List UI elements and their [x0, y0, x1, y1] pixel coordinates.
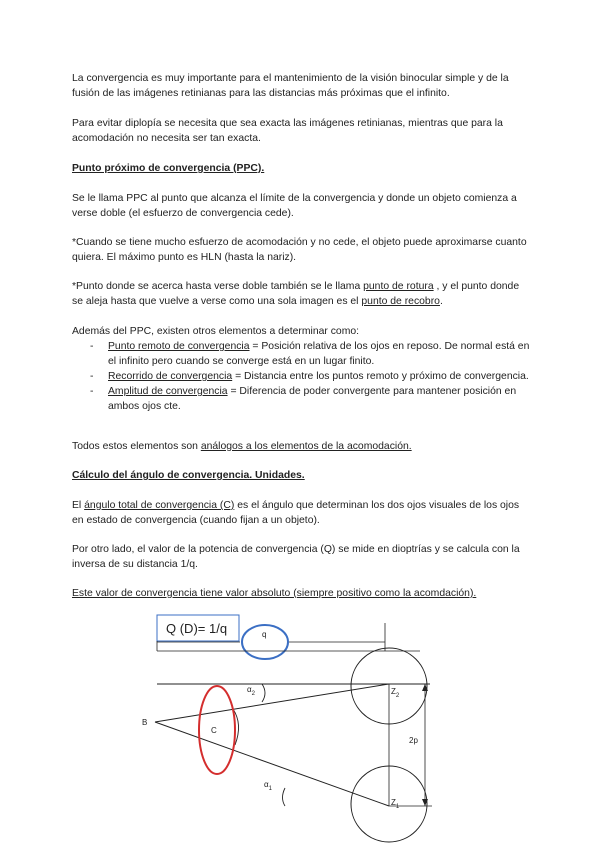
- text-segment: El: [72, 500, 85, 511]
- c-ellipse: [199, 686, 235, 774]
- text-segment: .: [439, 296, 443, 307]
- term-punto-de-recobro: punto de recobro: [361, 296, 440, 307]
- label-alpha2-sub: 2: [251, 691, 255, 697]
- label-b: B: [142, 718, 148, 727]
- term-analogos: análogos a los elementos de la acomodación.: [200, 441, 412, 452]
- list-dash: -: [90, 341, 94, 352]
- list-description: = Diferencia de poder convergente para mantener posición en ambos ojos cte.: [108, 386, 517, 412]
- formula-text: Q (D)= 1/q: [166, 621, 228, 636]
- list-dash: -: [90, 371, 94, 382]
- paragraph-potencia: Por otro lado, el valor de la potencia de convergencia (Q) se mide en dioptrías y se calcula con la inversa de su distancia 1/q.: [72, 544, 520, 570]
- visual-axis-upper: [155, 684, 389, 722]
- label-z2: [391, 687, 400, 699]
- label-z2-sub: 2: [395, 693, 400, 699]
- paragraph-accommodation-effort: *Cuando se tiene mucho esfuerzo de acomodación y no cede, el objeto puede aproximarse cuanto quiera. El máximo punto es HLN (hasta la nariz).: [72, 237, 527, 263]
- list-item: [72, 369, 532, 384]
- list-description: = Distancia entre los puntos remoto y próximo de convergencia.: [232, 371, 529, 382]
- text-segment: es el ángulo que determinan los dos ojos visuales de los ojos en estado de convergencia (cuando fijan a un objeto).: [72, 500, 520, 526]
- list-term: Punto remoto de convergencia: [108, 341, 250, 352]
- paragraph-list-intro: Además del PPC, existen otros elementos a determinar como:: [72, 326, 360, 337]
- heading-calculo: Cálculo del ángulo de convergencia. Unidades.: [72, 470, 305, 481]
- label-z1-symbol: Z: [391, 798, 396, 807]
- definitions-list: [72, 339, 532, 414]
- paragraph-angulo-total: [72, 498, 532, 528]
- list-term: Amplitud de convergencia: [108, 386, 228, 397]
- list-description: = Posición relativa de los ojos en reposo. De normal está en el infinito pero cuando se converge está en un lugar finito.: [108, 341, 530, 367]
- list-dash: -: [90, 386, 94, 397]
- list-item: [72, 384, 532, 414]
- alpha2-arc: [262, 684, 265, 702]
- paragraph-diplopia: Para evitar diplopía se necesita que sea exacta las imágenes retinianas, mientras que para la acomodación no necesita ser tan exacta.: [72, 118, 503, 144]
- heading-ppc: Punto próximo de convergencia (PPC).: [72, 163, 265, 174]
- label-c: C: [211, 726, 217, 735]
- paragraph-valor-absoluto: Este valor de convergencia tiene valor absoluto (siempre positivo como la acomdación).: [72, 588, 477, 599]
- text-segment: Todos estos elementos son: [72, 441, 201, 452]
- paragraph-intro: La convergencia es muy importante para el mantenimiento de la visión binocular simple y de la fusión de las imágenes retinianas para las distancias más próximas que el infinito.: [72, 73, 509, 99]
- label-alpha2-symbol: α: [247, 685, 252, 694]
- paragraph-ppc-definition: Se le llama PPC al punto que alcanza el límite de la convergencia y donde un objeto comienza a verse doble (el esfuerzo de convergencia cede).: [72, 193, 517, 219]
- paragraph-rotura-recobro: [72, 279, 532, 309]
- label-2p: 2p: [409, 736, 418, 745]
- label-alpha2: [247, 685, 256, 697]
- term-punto-de-rotura: punto de rotura: [363, 281, 434, 292]
- label-alpha1-sub: 1: [268, 786, 272, 792]
- label-z1-sub: 1: [395, 804, 400, 810]
- visual-axis-lower: [155, 722, 389, 806]
- convergence-diagram: [0, 605, 600, 848]
- text-segment: , y el punto donde se aleja hasta que vuelve a verse como una sola imagen es el: [72, 281, 520, 307]
- text-segment: *Punto donde se acerca hasta verse doble también se le llama: [72, 281, 364, 292]
- list-term: Recorrido de convergencia: [108, 371, 233, 382]
- label-z1: [391, 798, 400, 810]
- label-alpha1-symbol: α: [264, 780, 269, 789]
- label-q: q: [262, 630, 267, 639]
- label-z2-symbol: Z: [391, 687, 396, 696]
- list-item: [72, 339, 532, 369]
- label-alpha1: [264, 780, 273, 792]
- alpha1-arc: [283, 788, 286, 806]
- term-angulo-total: ángulo total de convergencia (C): [84, 500, 235, 511]
- paragraph-analogues: [72, 439, 532, 454]
